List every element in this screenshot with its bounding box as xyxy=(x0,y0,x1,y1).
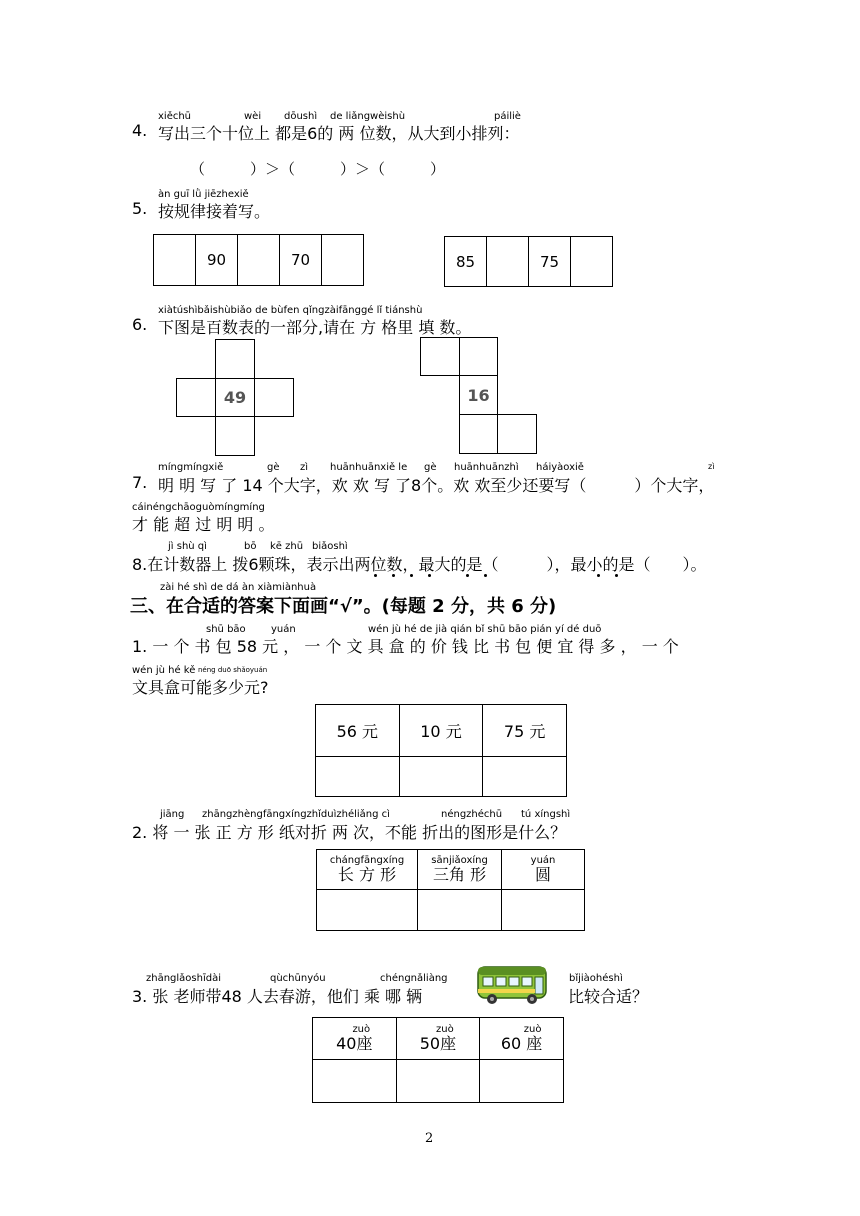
sequence-cell[interactable] xyxy=(570,236,613,287)
sequence-cell[interactable] xyxy=(321,234,364,286)
pinyin: zhāngzhèngfāngxíngzhǐduìzhéliǎng cì xyxy=(202,809,390,820)
grid-cell-given: 16 xyxy=(459,375,498,415)
pinyin: zài hé shì de dá àn xiàmiànhuà xyxy=(160,582,317,593)
pinyin: wèi xyxy=(244,111,262,122)
grid-cell[interactable] xyxy=(420,337,460,376)
option-text: 圆 xyxy=(535,865,552,885)
option-label xyxy=(313,1018,397,1060)
option-pinyin: zuò xyxy=(523,1024,542,1036)
pinyin: wén jù hé kě xyxy=(132,665,196,676)
option-label: 75 元 xyxy=(483,705,567,757)
pinyin: biǎoshì xyxy=(312,541,348,552)
question-text: 才 能 超 过 明 明 。 xyxy=(132,515,275,534)
pinyin: cáinéngchāoguòmíngmíng xyxy=(132,502,265,513)
option-label: 10 元 xyxy=(399,705,483,757)
pinyin: huānhuānzhì xyxy=(454,462,519,473)
grid-cell-given: 49 xyxy=(215,378,255,417)
pinyin: zì xyxy=(300,462,309,473)
option-text: 40座 xyxy=(336,1034,373,1054)
pinyin: shū bāo xyxy=(206,624,246,635)
pinyin: bǐjiàohéshì xyxy=(569,973,623,984)
sequence-cell: 75 xyxy=(528,236,571,287)
option-text: 三角 形 xyxy=(433,865,487,885)
question-text: 文具盒可能多少元? xyxy=(132,678,269,697)
option-pinyin: chángfāngxíng xyxy=(329,855,405,867)
pinyin: zì xyxy=(708,462,715,471)
pinyin: gè xyxy=(267,462,280,473)
option-label: 56 元 xyxy=(316,705,400,757)
pinyin: páiliè xyxy=(494,111,521,122)
sequence-cell: 85 xyxy=(444,236,487,287)
question-text: 明 明 写 了 14 个大字，欢 欢 写 了8个。欢 欢至少还要写（ ）个大字， xyxy=(158,476,715,495)
pinyin: huānhuānxiě le xyxy=(330,462,408,473)
question-text: 按规律接着写。 xyxy=(158,202,271,221)
answer-blanks[interactable]: （ ）＞（ ）＞（ ） xyxy=(190,160,446,178)
pinyin: bō xyxy=(244,541,257,552)
option-pinyin: yuán xyxy=(530,855,556,867)
pinyin: jiāng xyxy=(160,809,185,820)
section-title: 三、在合适的答案下面画“√”。(每题 2 分，共 6 分) xyxy=(130,596,557,617)
pinyin: àn guī lǜ jiēzhexiě xyxy=(158,189,249,200)
page-number: 2 xyxy=(425,1131,434,1146)
option-label xyxy=(480,1018,564,1060)
bus-icon xyxy=(476,964,550,1006)
option-label xyxy=(396,1018,480,1060)
option-text: 长 方 形 xyxy=(337,865,397,885)
grid-cell[interactable] xyxy=(459,414,498,454)
sequence-cell[interactable] xyxy=(486,236,529,287)
question-text: 3. 张 老师带48 人去春游，他们 乘 哪 辆 xyxy=(132,987,423,1006)
answer-table-bus xyxy=(312,1017,564,1103)
answer-cell[interactable] xyxy=(483,757,567,797)
pinyin: gè xyxy=(424,462,437,473)
pinyin: chéngnǎliàng xyxy=(380,973,448,984)
grid-cell[interactable] xyxy=(254,378,294,417)
pinyin: jì shù qì xyxy=(168,541,207,552)
sequence-cell: 70 xyxy=(279,234,322,286)
option-pinyin: zuò xyxy=(352,1024,371,1036)
option-pinyin: sānjiǎoxíng xyxy=(431,855,488,867)
pinyin: wén jù hé de jià qián bǐ shū bāo pián yí dé duō xyxy=(368,624,602,635)
answer-table-shape xyxy=(316,849,585,931)
question-text: 下图是百数表的一部分,请在 方 格里 填 数。 xyxy=(158,318,472,337)
pinyin: kē zhū xyxy=(270,541,304,552)
pinyin: tú xíngshì xyxy=(521,809,571,820)
pinyin: néngzhéchū xyxy=(441,809,503,820)
question-text: 1. 一 个 书 包 58 元 ， 一 个 文 具 盒 的 价 钱 比 书 包 便 宜 得 多 ， 一 个 xyxy=(132,637,679,656)
answer-cell[interactable] xyxy=(418,890,502,931)
pinyin: zhānglǎoshīdài xyxy=(146,973,222,984)
question-text: 2. 将 一 张 正 方 形 纸对折 两 次，不能 折出的图形是什么？ xyxy=(132,823,567,842)
pinyin: dōushì xyxy=(284,111,318,122)
grid-cell[interactable] xyxy=(215,339,255,379)
pinyin: míngmíngxiě xyxy=(158,462,224,473)
sequence-cell[interactable] xyxy=(237,234,280,286)
answer-cell[interactable] xyxy=(502,890,585,931)
option-text: 50座 xyxy=(419,1034,457,1054)
answer-cell[interactable] xyxy=(480,1060,564,1103)
question-number: 4. xyxy=(132,121,148,140)
grid-cell[interactable] xyxy=(497,414,537,454)
option-label xyxy=(317,850,418,890)
answer-cell[interactable] xyxy=(317,890,418,931)
option-text: 60 座 xyxy=(500,1034,543,1054)
answer-table-price xyxy=(315,704,567,797)
pinyin: qùchūnyóu xyxy=(270,973,326,984)
pinyin: háiyàoxiě xyxy=(536,462,584,473)
pinyin: yuán xyxy=(271,624,296,635)
sequence-cell: 90 xyxy=(195,234,238,286)
answer-cell[interactable] xyxy=(313,1060,397,1103)
question-number: 7. xyxy=(132,473,148,492)
option-pinyin: zuò xyxy=(436,1024,454,1036)
question-number: 6. xyxy=(132,315,148,334)
sequence-cell[interactable] xyxy=(153,234,196,286)
answer-cell[interactable] xyxy=(396,1060,480,1103)
grid-cell[interactable] xyxy=(176,378,216,417)
question-text: 8.在计数器上 拨6颗珠，表示出两位数，最大的是（ ），最小的是（ ）。 xyxy=(132,555,707,574)
question-text: 比较合适？ xyxy=(568,987,649,1006)
question-number: 5. xyxy=(132,199,148,218)
answer-cell[interactable] xyxy=(316,757,400,797)
option-label xyxy=(418,850,502,890)
pinyin: xiěchū xyxy=(158,111,192,122)
answer-cell[interactable] xyxy=(399,757,483,797)
question-text: 写出三个十位上 都是6的 两 位数，从大到小排列： xyxy=(158,124,520,143)
grid-cell[interactable] xyxy=(215,416,255,456)
pinyin: néng duō shǎoyuán xyxy=(198,666,268,674)
pinyin: xiàtúshìbǎishùbiǎo de bùfen qǐngzàifānggé lǐ tiánshù xyxy=(158,305,423,316)
pinyin: de liǎngwèishù xyxy=(330,111,406,122)
option-label xyxy=(502,850,585,890)
grid-cell[interactable] xyxy=(459,337,498,376)
